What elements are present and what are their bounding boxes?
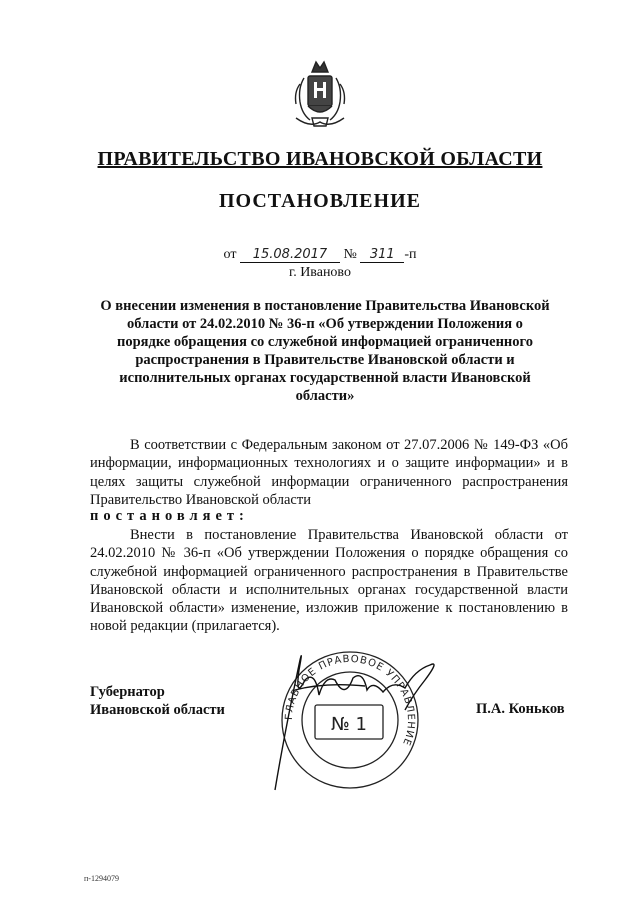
- document-city: г. Иваново: [289, 265, 351, 280]
- signatory-position: [90, 683, 225, 719]
- document-number: 311: [360, 248, 404, 263]
- coat-of-arms-icon: [290, 58, 350, 130]
- date-number-line: [0, 247, 640, 263]
- footer-code: п-1294079: [84, 874, 119, 883]
- position-line-1: Губернатор: [90, 684, 165, 700]
- document-type-title: ПОСТАНОВЛЕНИЕ: [219, 190, 421, 212]
- stamp-center-text: № 1: [331, 714, 367, 735]
- document-heading: О внесении изменения в постановление Правительства Ивановской области от 24.02.2010 № 36-п «Об утверждении Положения о порядке обращения со служебной информацией ограниченного распространения в Правительстве Ивановской области и исполнительных органах государственной власти Ивановской области»: [100, 298, 550, 404]
- signatory-name: П.А. Коньков: [476, 701, 565, 717]
- organization-title: ПРАВИТЕЛЬСТВО ИВАНОВСКОЙ ОБЛАСТИ: [97, 148, 543, 170]
- resolves-word: постановляет:: [90, 508, 249, 524]
- preamble-paragraph: В соответствии с Федеральным законом от 27.07.2006 № 149-ФЗ «Об информации, информационных технологиях и о защите информации» и в целях защиты служебной информации ограниченного распространения Правительство Ивановской области: [90, 437, 568, 508]
- position-line-2: Ивановской области: [90, 702, 225, 718]
- document-date: 15.08.2017: [240, 248, 340, 263]
- official-stamp: [255, 640, 445, 800]
- date-prefix: от: [223, 247, 237, 262]
- resolution-paragraph: Внести в постановление Правительства Ивановской области от 24.02.2010 № 36-п «Об утверждении Положения о порядке обращения со служебной информацией ограниченного распространения в Правительстве Ивановской области и исполнительных органах государственной власти Ивановской области» изменение, изложив приложение к постановлению в новой редакции (прилагается).: [90, 527, 568, 635]
- number-suffix: -п: [404, 247, 417, 262]
- number-sign: №: [343, 247, 357, 262]
- stamp-ring-text: ГЛАВНОЕ ПРАВОВОЕ УПРАВЛЕНИЕ: [283, 653, 417, 748]
